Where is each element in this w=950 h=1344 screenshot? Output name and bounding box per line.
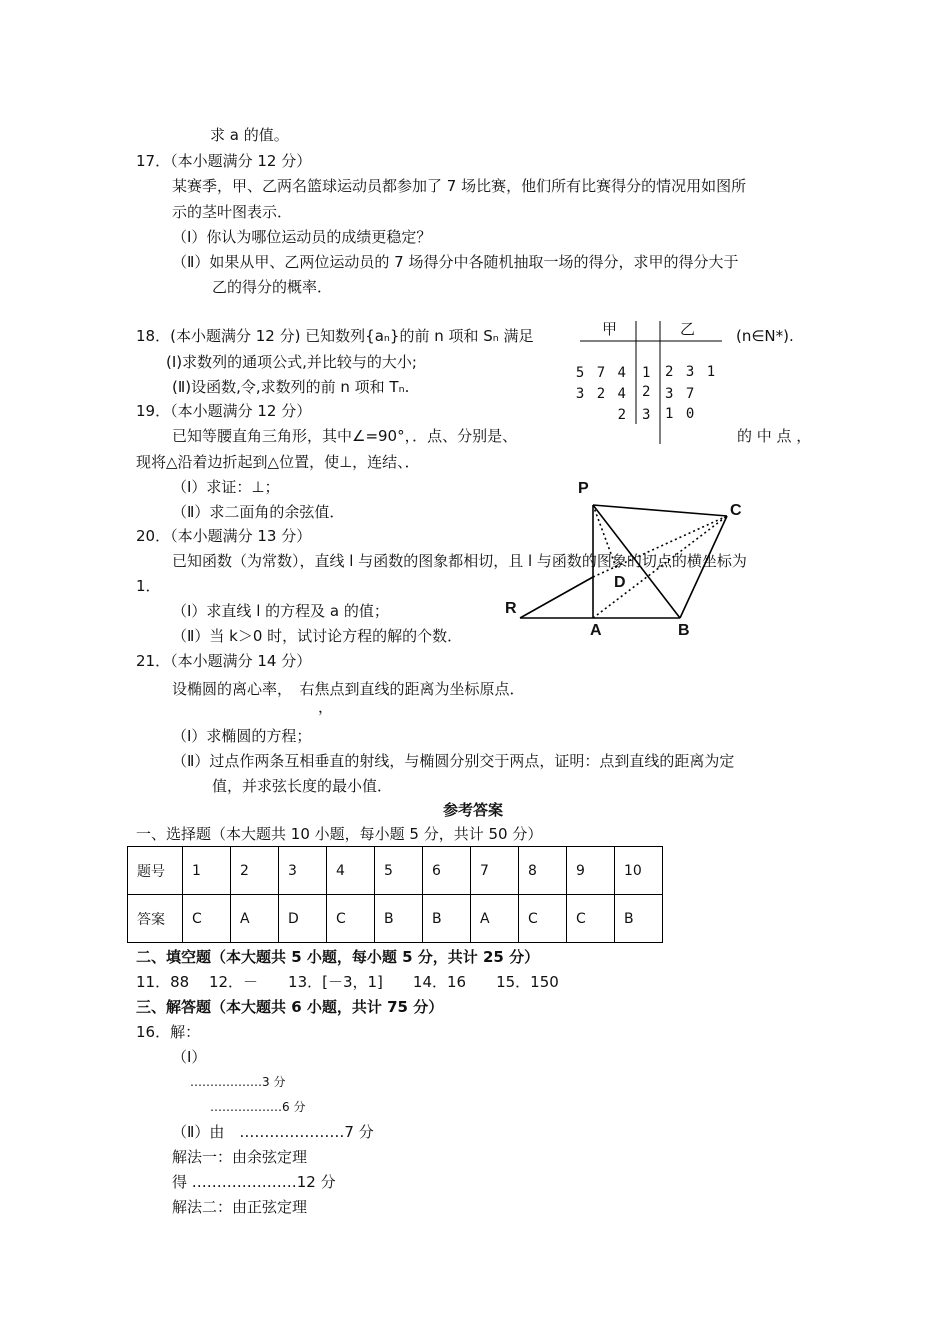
text-line: ………………6 分 <box>210 1100 306 1114</box>
text-line: 某赛季，甲、乙两名篮球运动员都参加了 7 场比赛，他们所有比赛得分的情况用如图所 <box>172 177 747 195</box>
text-line: （Ⅰ）求椭圆的方程； <box>172 727 312 745</box>
stem-leaf-right: 1 0 <box>665 406 697 422</box>
table-row <box>128 847 663 895</box>
stem-leaf-right: 3 7 <box>665 386 697 402</box>
text-line: （Ⅰ）求证：⊥； <box>172 478 280 496</box>
problem-18-heading: 18．(本小题满分 12 分) 已知数列{aₙ}的前 n 项和 Sₙ 满足 <box>136 327 534 345</box>
section-heading: 三、解答题（本大题共 6 小题，共计 75 分） <box>136 998 444 1016</box>
vertex-label-r: R <box>505 600 517 617</box>
text-line: 设椭圆的离心率， 右焦点到直线的距离为坐标原点． <box>172 680 525 698</box>
table-cell: A <box>471 895 519 943</box>
table-row <box>128 895 663 943</box>
stem-leaf-header-left: 甲 <box>602 320 618 338</box>
table-header-cell: 答案 <box>128 895 183 943</box>
table-cell: C <box>519 895 567 943</box>
table-cell: C <box>183 895 231 943</box>
table-cell: 4 <box>327 847 375 895</box>
stem-leaf-left: 5 7 4 <box>575 365 628 381</box>
vertex-label-d: D <box>614 574 626 591</box>
text-line: (n∈N*). <box>736 327 794 345</box>
problem-17-heading: 17．（本小题满分 12 分） <box>136 152 312 170</box>
stem-leaf-stem: 1 <box>642 365 653 381</box>
answers-title: 参考答案 <box>443 801 504 819</box>
problem-19-heading: 19．（本小题满分 12 分） <box>136 402 312 420</box>
text-line: 现将△沿着边折起到△位置，使⊥，连结、． <box>136 453 420 471</box>
problem-21-heading: 21．（本小题满分 14 分） <box>136 652 312 670</box>
text-line: 已知等腰直角三角形，其中∠=90°，．点、分别是、 <box>172 427 518 445</box>
table-cell: A <box>231 895 279 943</box>
text-line: 示的茎叶图表示． <box>172 203 293 221</box>
text-line: （Ⅱ）当 k＞0 时，试讨论方程的解的个数． <box>172 627 463 645</box>
text-line: （Ⅱ）如果从甲、乙两位运动员的 7 场得分中各随机抽取一场的得分，求甲的得分大于 <box>172 253 739 271</box>
text-line: (Ⅰ)求数列的通项公式,并比较与的大小; <box>166 353 417 371</box>
text-line: 值，并求弦长度的最小值． <box>212 777 393 795</box>
text-line: 求 a 的值。 <box>210 126 289 144</box>
stem-leaf-left: 2 <box>617 407 628 423</box>
text-line: 16．解： <box>136 1023 201 1041</box>
vertex-label-c: C <box>730 502 742 519</box>
stem-leaf-stem: 2 <box>642 384 653 400</box>
table-cell: B <box>375 895 423 943</box>
text-line: 11．88 12．－ 13．[－3，1] 14．16 15．150 <box>136 973 559 991</box>
text-line: 乙的得分的概率． <box>212 278 333 296</box>
section-heading: 一、选择题（本大题共 10 小题，每小题 5 分，共计 50 分） <box>136 825 543 843</box>
text-line: （Ⅰ） <box>172 1048 207 1066</box>
text-line: 解法二：由正弦定理 <box>172 1198 308 1216</box>
text-line: 的 中 点 ， <box>737 427 812 445</box>
table-cell: 9 <box>567 847 615 895</box>
vertex-label-p: P <box>578 480 589 497</box>
text-line: （Ⅱ）由 …………………7 分 <box>172 1123 374 1141</box>
table-cell: D <box>279 895 327 943</box>
table-cell: 6 <box>423 847 471 895</box>
table-cell: 5 <box>375 847 423 895</box>
table-cell: B <box>423 895 471 943</box>
text-line: ， <box>318 698 334 716</box>
vertex-label-b: B <box>678 622 690 639</box>
table-cell: 2 <box>231 847 279 895</box>
text-line: 已知函数（为常数），直线 l 与函数的图象都相切，且 l 与函数的图象的切点的横坐标为 <box>172 552 747 570</box>
text-line: （Ⅰ）你认为哪位运动员的成绩更稳定？ <box>172 228 432 246</box>
text-line: (Ⅱ)设函数,令,求数列的前 n 项和 Tₙ. <box>172 378 410 396</box>
text-line: ………………3 分 <box>190 1075 286 1089</box>
table-cell: 10 <box>615 847 663 895</box>
answer-table <box>127 846 663 943</box>
text-line: （Ⅰ）求直线 l 的方程及 a 的值； <box>172 602 389 620</box>
table-cell: 3 <box>279 847 327 895</box>
stem-leaf-right: 2 3 1 <box>665 364 718 380</box>
text-line: （Ⅱ）过点作两条互相垂直的射线，与椭圆分别交于两点，证明：点到直线的距离为定 <box>172 752 735 770</box>
text-line: 解法一：由余弦定理 <box>172 1148 308 1166</box>
text-line: 1． <box>136 577 161 595</box>
table-cell: 1 <box>183 847 231 895</box>
text-line: 得 …………………12 分 <box>172 1173 336 1191</box>
section-heading: 二、填空题（本大题共 5 小题，每小题 5 分，共计 25 分） <box>136 948 540 966</box>
text-line: （Ⅱ）求二面角的余弦值． <box>172 503 345 521</box>
table-cell: 8 <box>519 847 567 895</box>
stem-leaf-left: 3 2 4 <box>575 386 628 402</box>
table-cell: C <box>327 895 375 943</box>
stem-leaf-header-right: 乙 <box>680 320 696 338</box>
problem-20-heading: 20．（本小题满分 13 分） <box>136 527 312 545</box>
vertex-label-a: A <box>590 622 602 639</box>
table-header-cell: 题号 <box>128 847 183 895</box>
table-cell: C <box>567 895 615 943</box>
table-cell: 7 <box>471 847 519 895</box>
stem-leaf-stem: 3 <box>642 407 653 423</box>
table-cell: B <box>615 895 663 943</box>
